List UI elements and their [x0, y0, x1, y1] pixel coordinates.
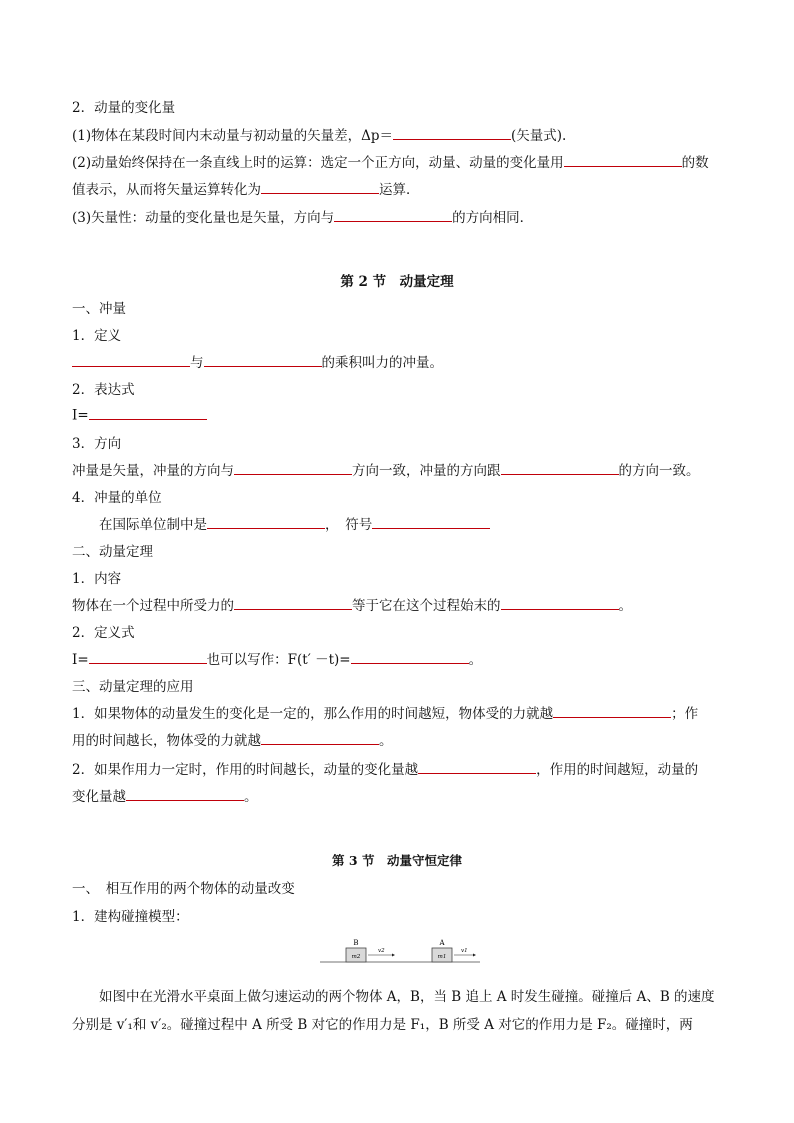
- content-line: 物体在一个过程中所受力的 等于它在这个过程始末的 。: [72, 594, 722, 614]
- fill-blank[interactable]: [234, 596, 352, 611]
- fill-blank[interactable]: [334, 208, 452, 223]
- direction-line: 冲量是矢量，冲量的方向与 方向一致，冲量的方向跟 的方向一致。: [72, 459, 722, 479]
- fill-blank[interactable]: [89, 650, 207, 665]
- application-2-line-2: 变化量越 。: [72, 785, 722, 805]
- momentum-change-line-1: (1)物体在某段时间内末动量与初动量的矢量差，Δp＝ (矢量式).: [72, 124, 722, 144]
- fill-blank[interactable]: [564, 153, 682, 168]
- heading-impulse: 一、冲量: [72, 301, 126, 317]
- heading-expression: 2．表达式: [72, 382, 135, 398]
- fill-blank[interactable]: [204, 353, 322, 368]
- fill-blank[interactable]: [351, 650, 469, 665]
- block-a-velocity: v1: [461, 948, 468, 954]
- fill-blank[interactable]: [72, 353, 190, 368]
- fill-blank[interactable]: [261, 180, 379, 195]
- fill-blank[interactable]: [393, 126, 511, 141]
- fill-blank[interactable]: [372, 515, 490, 530]
- fill-blank[interactable]: [553, 704, 671, 719]
- momentum-change-line-2: (2)动量始终保持在一条直线上时的运算：选定一个正方向，动量、动量的变化量用 的数: [72, 151, 722, 171]
- fill-blank[interactable]: [234, 461, 352, 476]
- application-2-line-1: 2．如果作用力一定时，作用的时间越长，动量的变化量越 ，作用的时间越短，动量的: [72, 758, 722, 778]
- formula-line: I= 也可以写作：F(t′ －t)= 。: [72, 648, 722, 668]
- heading-interaction: 一、 相互作用的两个物体的动量改变: [72, 881, 295, 897]
- block-a-label: A: [439, 939, 445, 947]
- fill-blank[interactable]: [418, 760, 536, 775]
- section-3-title: 第 3 节 动量守恒定律: [332, 853, 462, 868]
- heading-formula: 2．定义式: [72, 625, 135, 641]
- heading-momentum-change: 2．动量的变化量: [72, 100, 176, 116]
- heading-collision-model: 1．建构碰撞模型：: [72, 909, 189, 925]
- momentum-change-line-3: 值表示，从而将矢量运算转化为 运算．: [72, 178, 722, 198]
- section-2-title: 第 2 节 动量定理: [340, 274, 454, 290]
- block-a: [432, 939, 476, 962]
- fill-blank[interactable]: [261, 731, 379, 746]
- definition-line: 与 的乘积叫力的冲量。: [72, 351, 722, 371]
- block-b: [346, 939, 395, 962]
- expression-line: I=: [72, 405, 722, 424]
- heading-content: 1．内容: [72, 571, 122, 587]
- collision-paragraph-line-2: 分别是 v′₁和 v′₂。碰撞过程中 A 所受 B 对它的作用力是 F₁，B 所受 A 对它的作用力是 F₂。碰撞时，两: [72, 1017, 693, 1033]
- momentum-change-line-4: (3)矢量性：动量的变化量也是矢量，方向与 的方向相同．: [72, 206, 722, 226]
- collision-diagram: [320, 934, 480, 964]
- heading-definition: 1．定义: [72, 328, 122, 344]
- heading-theorem: 二、动量定理: [72, 544, 153, 560]
- heading-direction: 3．方向: [72, 436, 122, 452]
- fill-blank[interactable]: [126, 787, 244, 802]
- block-b-velocity: v2: [378, 948, 385, 954]
- fill-blank[interactable]: [501, 461, 619, 476]
- block-a-mass: m1: [437, 954, 447, 960]
- block-b-mass: m2: [351, 954, 361, 960]
- fill-blank[interactable]: [501, 596, 619, 611]
- application-1-line-1: 1．如果物体的动量发生的变化是一定的，那么作用的时间越短，物体受的力就越 ；作: [72, 702, 722, 722]
- fill-blank[interactable]: [89, 405, 207, 420]
- fill-blank[interactable]: [207, 515, 325, 530]
- heading-application: 三、动量定理的应用: [72, 679, 194, 695]
- heading-unit: 4．冲量的单位: [72, 490, 162, 506]
- application-1-line-2: 用的时间越长，物体受的力就越 。: [72, 729, 722, 749]
- unit-line: 在国际单位制中是 ， 符号: [72, 513, 722, 533]
- block-b-label: B: [353, 939, 359, 947]
- collision-paragraph-line-1: 如图中在光滑水平桌面上做匀速运动的两个物体 A，B，当 B 追上 A 时发生碰撞。碰撞后 A、B 的速度: [99, 989, 715, 1005]
